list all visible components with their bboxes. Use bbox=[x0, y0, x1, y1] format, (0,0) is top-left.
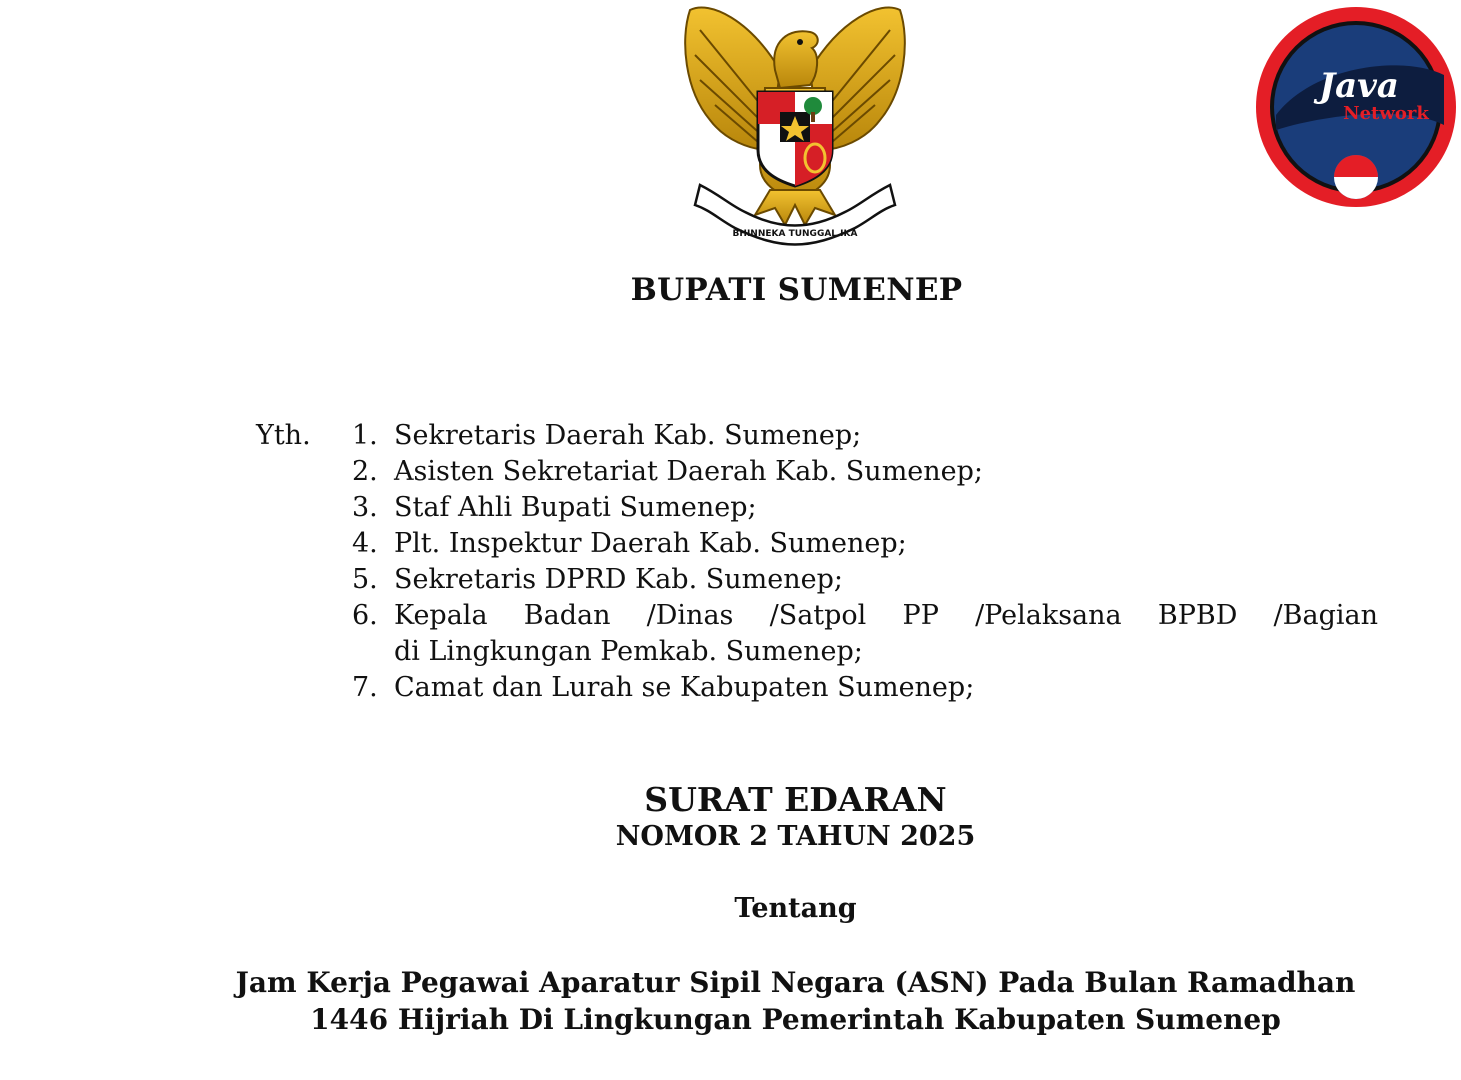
garuda-emblem-icon bbox=[670, 0, 920, 262]
list-item-text: Sekretaris Daerah Kab. Sumenep; bbox=[394, 420, 862, 451]
list-item bbox=[352, 670, 1378, 706]
page-title: BUPATI SUMENEP bbox=[630, 272, 963, 308]
recipient-list bbox=[352, 418, 1378, 706]
about-label: Tentang bbox=[734, 893, 857, 924]
subject-line-1: Jam Kerja Pegawai Aparatur Sipil Negara (ASN) Pada Bulan Ramadhan bbox=[235, 966, 1356, 999]
badge-line2: Network bbox=[1343, 103, 1429, 124]
list-item-number: 3. bbox=[352, 492, 378, 523]
list-item-number: 6. bbox=[352, 600, 378, 631]
subject-line-2: 1446 Hijriah Di Lingkungan Pemerintah Kabupaten Sumenep bbox=[310, 1003, 1281, 1036]
list-item-number: 5. bbox=[352, 564, 378, 595]
java-network-logo-icon bbox=[1254, 5, 1458, 209]
list-item-number: 4. bbox=[352, 528, 378, 559]
list-item-text: Camat dan Lurah se Kabupaten Sumenep; bbox=[394, 672, 975, 703]
list-item bbox=[352, 526, 1378, 562]
list-item-text: Staf Ahli Bupati Sumenep; bbox=[394, 492, 757, 523]
list-item-text: Kepala Badan /Dinas /Satpol PP /Pelaksana BPBD /Bagian bbox=[394, 600, 1378, 631]
document-subject bbox=[0, 964, 1461, 1038]
document-number: NOMOR 2 TAHUN 2025 bbox=[615, 821, 976, 852]
list-item-number: 1. bbox=[352, 420, 378, 451]
list-item bbox=[352, 418, 1378, 454]
list-item-number: 2. bbox=[352, 456, 378, 487]
list-item-text: Sekretaris DPRD Kab. Sumenep; bbox=[394, 564, 843, 595]
list-item-number: 7. bbox=[352, 672, 378, 703]
list-item bbox=[352, 598, 1378, 670]
list-item bbox=[352, 454, 1378, 490]
list-item bbox=[352, 562, 1378, 598]
emblem-motto: BHINNEKA TUNGGAL IKA bbox=[732, 229, 858, 239]
list-item bbox=[352, 490, 1378, 526]
addressee-label: Yth. bbox=[256, 420, 311, 451]
list-item-text: Asisten Sekretariat Daerah Kab. Sumenep; bbox=[394, 456, 984, 487]
list-item-text: Plt. Inspektur Daerah Kab. Sumenep; bbox=[394, 528, 907, 559]
list-item-text-continued: di Lingkungan Pemkab. Sumenep; bbox=[394, 636, 863, 667]
document-type: SURAT EDARAN bbox=[644, 780, 947, 819]
badge-line1: Java bbox=[1319, 66, 1399, 106]
